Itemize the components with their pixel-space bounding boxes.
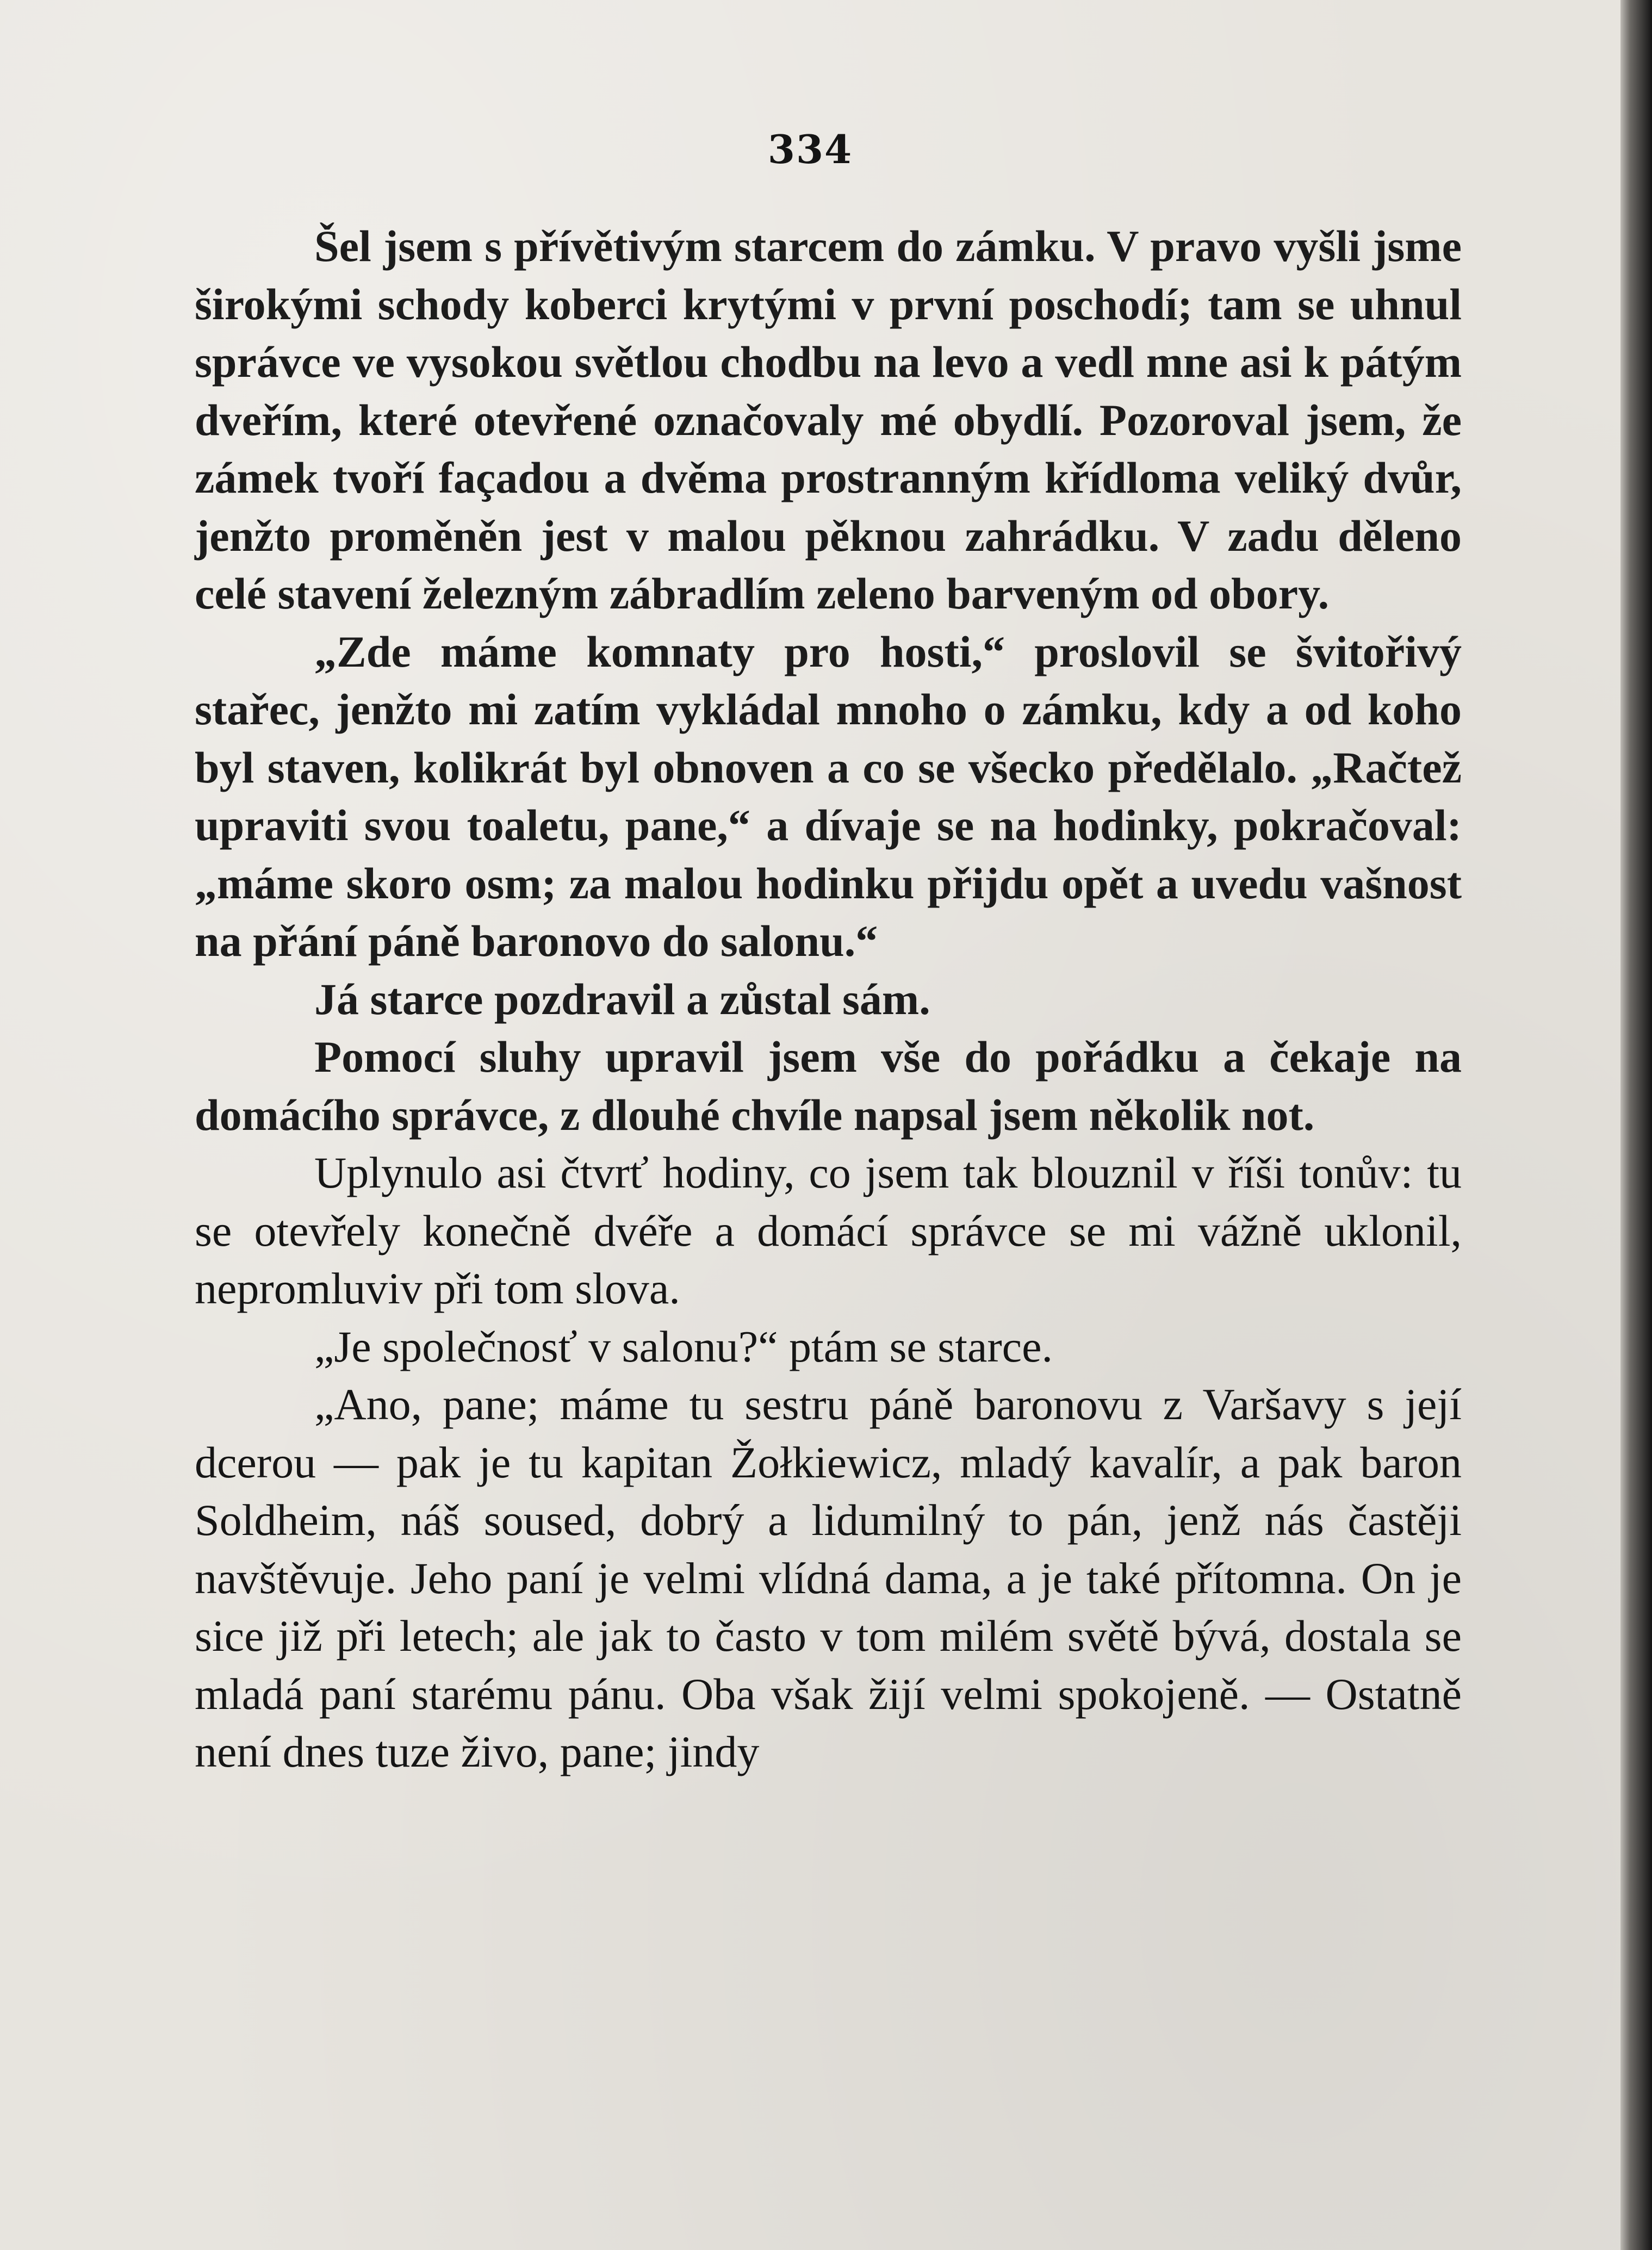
paragraph-2: „Zde máme komnaty pro hosti,“ proslovil se švitořivý stařec, jenžto mi zatím vykládal mnoho o zámku, kdy a od koho byl staven, kolikrát byl obnoven a co se všecko předělalo. „Račtež upraviti svou toaletu, pane,“ a dívaje se na hodinky, pokračoval: „máme skoro osm; za malou hodinku přijdu opět a uvedu vašnost na přání páně baronovo do salonu.“ bbox=[195, 626, 1462, 966]
paragraph-7: „Ano, pane; máme tu sestru páně baronovu z Varšavy s její dcerou — pak je tu kapitan Žołkiewicz, mladý kavalír, a pak baron Soldheim, náš soused, dobrý a lidumilný to pán, jenž nás častěji navštěvuje. Jeho paní je velmi vlídná dama, a je také přítomna. On je sice již při letech; ale jak to často v tom milém světě bývá, dostala se mladá paní starému pánu. Oba však žijí velmi spokojeně. — Ostatně není dnes tuze živo, pane; jindy bbox=[195, 1379, 1462, 1776]
page-number: 334 bbox=[767, 126, 853, 172]
body-text bbox=[195, 217, 1462, 1781]
paragraph-1: Šel jsem s přívětivým starcem do zámku. V pravo vyšli jsme širokými schody koberci krytými v první poschodí; tam se uhnul správce ve vysokou světlou chodbu na levo a vedl mne asi k pátým dveřím, které otevřené označovaly mé obydlí. Pozoroval jsem, že zámek tvoří façadou a dvěma prostranným křídloma veliký dvůr, jenžto proměněn jest v malou pěknou zahrádku. V zadu děleno celé stavení železným zábradlím zeleno barveným od obory. bbox=[195, 221, 1462, 618]
paragraph-3: Já starce pozdravil a zůstal sám. bbox=[314, 974, 930, 1024]
paragraph-4: Pomocí sluhy upravil jsem vše do pořádku a čekaje na domácího správce, z dlouhé chvíle napsal jsem několik not. bbox=[195, 1032, 1462, 1140]
paragraph-6: „Je společnosť v salonu?“ ptám se starce. bbox=[314, 1321, 1053, 1371]
page-gutter-shadow bbox=[1620, 0, 1652, 2250]
paragraph-5: Uplynulo asi čtvrť hodiny, co jsem tak blouznil v říši tonův: tu se otevřely konečně dvéře a domácí správce se mi vážně uklonil, nepromluviv při tom slova. bbox=[195, 1148, 1462, 1313]
